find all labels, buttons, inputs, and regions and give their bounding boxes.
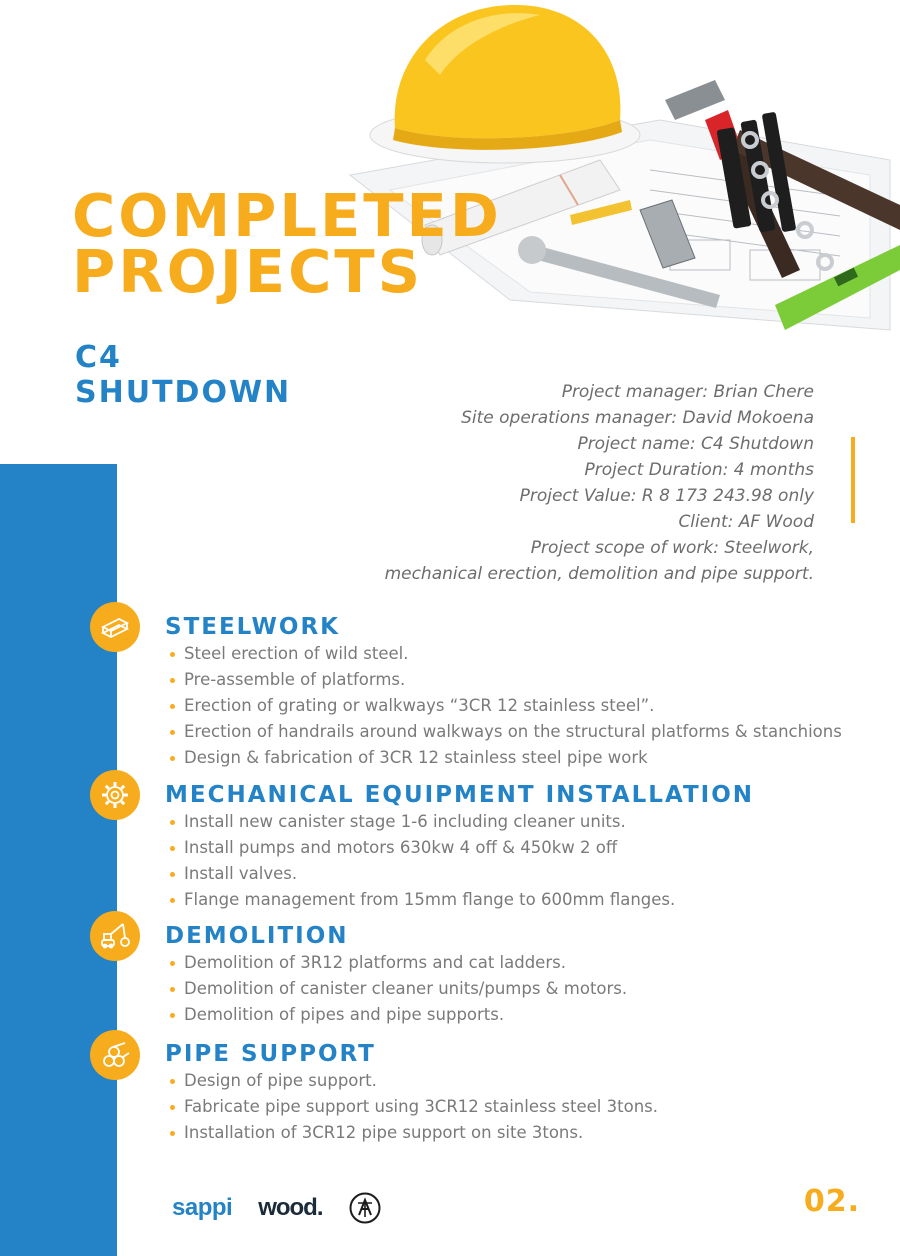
list-item: Demolition of pipes and pipe supports. <box>168 1002 627 1028</box>
gear-icon <box>90 770 140 820</box>
info-line: mechanical erection, demolition and pipe support. <box>384 564 814 584</box>
list-item: Install pumps and motors 630kw 4 off & 450kw 2 off <box>168 835 675 861</box>
list-item: Install valves. <box>168 861 675 887</box>
accent-bar <box>851 437 855 523</box>
info-line: Project name: C4 Shutdown <box>577 434 814 454</box>
info-line: Site operations manager: David Mokoena <box>461 408 814 428</box>
list-item: Pre-assemble of platforms. <box>168 667 842 693</box>
list-item: Demolition of canister cleaner units/pumps & motors. <box>168 976 627 1002</box>
list-item: Design of pipe support. <box>168 1068 658 1094</box>
list-item: Fabricate pipe support using 3CR12 stainless steel 3tons. <box>168 1094 658 1120</box>
section-list <box>168 1068 658 1146</box>
info-line: Project scope of work: Steelwork, <box>530 538 814 558</box>
section-heading: PIPE SUPPORT <box>165 1041 376 1067</box>
project-info <box>334 379 814 587</box>
page-title <box>72 181 572 306</box>
info-line: Project Duration: 4 months <box>584 460 814 480</box>
wrecking-crane-icon <box>90 911 140 961</box>
section-heading: STEELWORK <box>165 614 341 640</box>
section-list <box>168 809 675 913</box>
pipes-icon <box>90 1030 140 1080</box>
section-list <box>168 641 842 771</box>
emblem-logo <box>349 1192 381 1224</box>
list-item: Installation of 3CR12 pipe support on site 3tons. <box>168 1120 658 1146</box>
page-number: 02. <box>803 1184 860 1219</box>
info-line: Project manager: Brian Chere <box>561 382 814 402</box>
section-heading: DEMOLITION <box>165 923 349 949</box>
section-heading: MECHANICAL EQUIPMENT INSTALLATION <box>165 782 755 808</box>
title-line-1: COMPLETED <box>72 181 502 250</box>
list-item: Erection of grating or walkways “3CR 12 stainless steel”. <box>168 693 842 719</box>
section-list <box>168 950 627 1028</box>
project-title-line-2: SHUTDOWN <box>75 375 292 410</box>
list-item: Install new canister stage 1-6 including cleaner units. <box>168 809 675 835</box>
list-item: Demolition of 3R12 platforms and cat ladders. <box>168 950 627 976</box>
wood-logo: wood. <box>258 1194 323 1221</box>
steel-beams-icon <box>90 602 140 652</box>
info-line: Project Value: R 8 173 243.98 only <box>519 486 814 506</box>
list-item: Design & fabrication of 3CR 12 stainless steel pipe work <box>168 745 842 771</box>
list-item: Flange management from 15mm flange to 600mm flanges. <box>168 887 675 913</box>
client-logos <box>172 1188 381 1228</box>
project-title-line-1: C4 <box>75 340 122 375</box>
info-line: Client: AF Wood <box>678 512 814 532</box>
list-item: Steel erection of wild steel. <box>168 641 842 667</box>
blue-side-band <box>0 464 117 1256</box>
list-item: Erection of handrails around walkways on the structural platforms & stanchions <box>168 719 842 745</box>
sappi-logo: sappi <box>172 1194 233 1221</box>
title-line-2: PROJECTS <box>72 237 424 306</box>
